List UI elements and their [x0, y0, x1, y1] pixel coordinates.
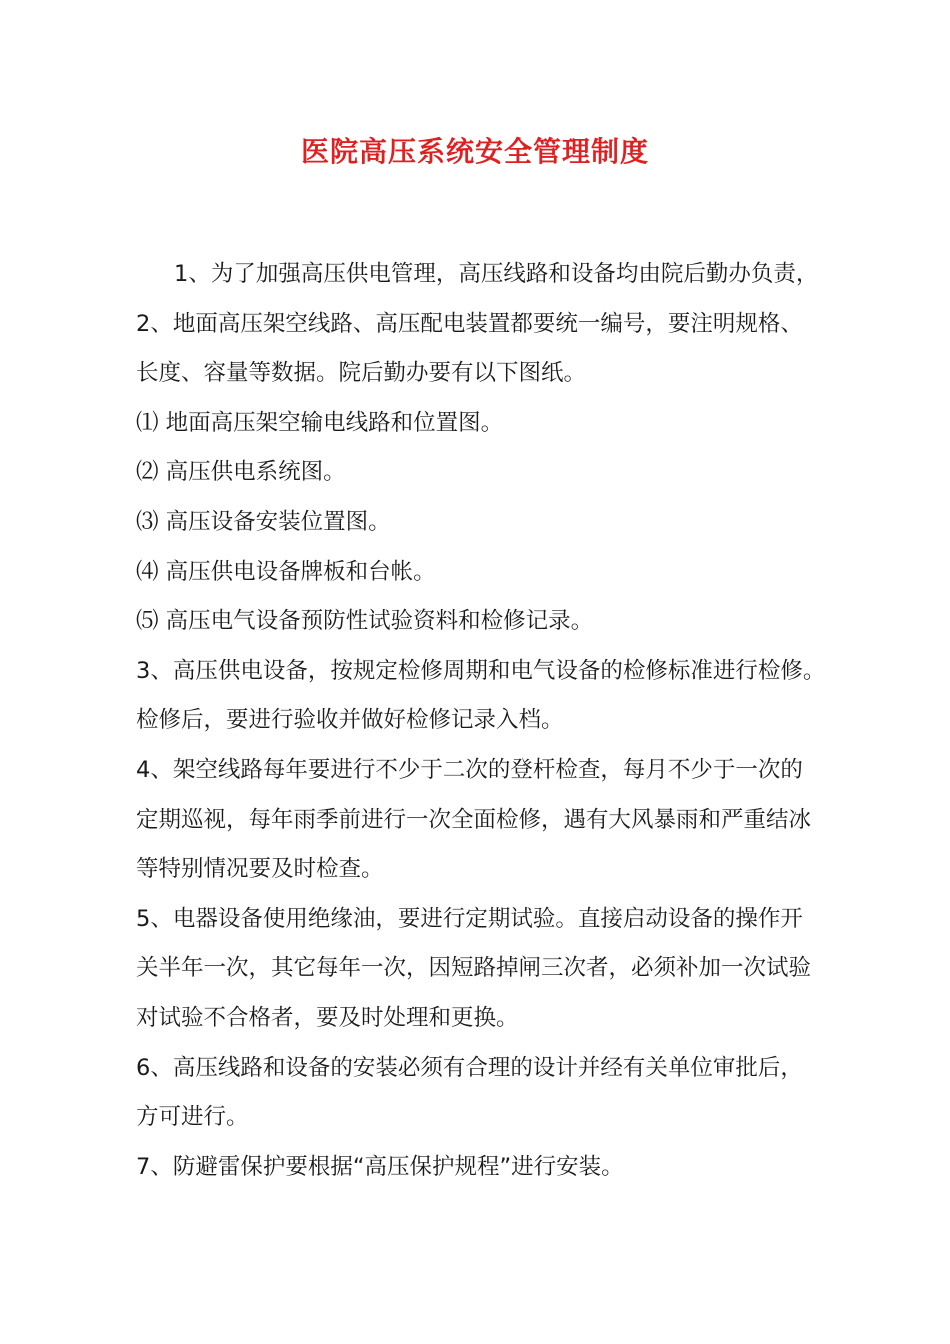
- body-line: 检修后，要进行验收并做好检修记录入档。: [136, 707, 564, 734]
- body-line: 4、架空线路每年要进行不少于二次的登杆检查，每月不少于一次的: [136, 756, 803, 783]
- body-line: 对试验不合格者，要及时处理和更换。: [136, 1004, 519, 1031]
- body-line: ⑴ 地面高压架空输电线路和位置图。: [136, 409, 504, 436]
- body-line: ⑶ 高压设备安装位置图。: [136, 508, 391, 535]
- body-line: 等特别情况要及时检查。: [136, 856, 384, 883]
- body-line: 定期巡视，每年雨季前进行一次全面检修，遇有大风暴雨和严重结冰: [136, 806, 812, 833]
- body-line: 6、高压线路和设备的安装必须有合理的设计并经有关单位审批后，: [136, 1054, 803, 1081]
- body-line: 长度、容量等数据。院后勤办要有以下图纸。: [136, 360, 587, 387]
- body-line: ⑸ 高压电气设备预防性试验资料和检修记录。: [136, 608, 594, 635]
- body-line: 7、防避雷保护要根据“高压保护规程”进行安装。: [136, 1153, 624, 1180]
- body-line: 3、高压供电设备，按规定检修周期和电气设备的检修标准进行检修。: [136, 657, 826, 684]
- body-line: 方可进行。: [136, 1104, 249, 1131]
- body-line: ⑷ 高压供电设备牌板和台帐。: [136, 558, 436, 585]
- body-line: ⑵ 高压供电系统图。: [136, 459, 346, 486]
- body-line: 5、电器设备使用绝缘油，要进行定期试验。直接启动设备的操作开: [136, 905, 803, 932]
- body-line: 1、为了加强高压供电管理，高压线路和设备均由院后勤办负责，: [174, 261, 819, 287]
- body-line: 2、地面高压架空线路、高压配电装置都要统一编号，要注明规格、: [136, 310, 803, 337]
- document-body: [136, 250, 836, 1192]
- document-title: 医院高压系统安全管理制度: [300, 135, 649, 168]
- body-line: 关半年一次，其它每年一次，因短路掉闸三次者，必须补加一次试验: [136, 955, 812, 982]
